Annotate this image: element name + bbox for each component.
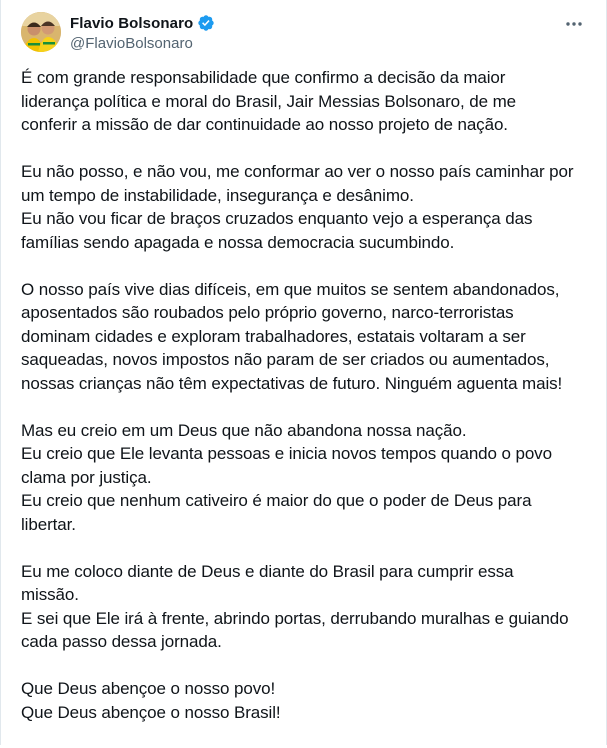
tweet-line: Eu creio que Ele levanta pessoas e inicia novos tempos quando o povo bbox=[21, 444, 552, 463]
tweet-paragraph bbox=[21, 278, 596, 396]
tweet-line: missão. bbox=[21, 585, 79, 604]
tweet-line: saqueadas, novos impostos não param de ser criados ou aumentados, bbox=[21, 350, 550, 369]
tweet-line: É com grande responsabilidade que confirmo a decisão da maior bbox=[21, 68, 506, 87]
tweet-line: famílias sendo apagada e nossa democracia sucumbindo. bbox=[21, 232, 455, 252]
avatar[interactable] bbox=[21, 12, 61, 52]
tweet-paragraph bbox=[21, 66, 596, 137]
avatar-image bbox=[21, 12, 61, 52]
tweet-line: conferir a missão de dar continuidade ao nosso projeto de nação. bbox=[21, 115, 508, 134]
author-identity bbox=[70, 13, 215, 54]
verified-badge-icon bbox=[197, 14, 215, 32]
tweet-paragraph bbox=[21, 419, 596, 537]
tweet-line: aposentados são roubados pelo próprio governo, narco-terroristas bbox=[21, 303, 514, 322]
tweet-line: Que Deus abençoe o nosso povo! bbox=[21, 679, 276, 698]
tweet-line: Mas eu creio em um Deus que não abandona nossa nação. bbox=[21, 420, 467, 440]
more-options-button[interactable] bbox=[562, 14, 586, 34]
tweet-line: O nosso país vive dias difíceis, em que muitos se sentem abandonados, bbox=[21, 279, 560, 299]
tweet-line: um tempo de instabilidade, insegurança e desânimo. bbox=[21, 185, 414, 205]
tweet-line: Eu creio que nenhum cativeiro é maior do que o poder de Deus para bbox=[21, 491, 532, 510]
tweet-line: clama por justiça. bbox=[21, 467, 152, 487]
tweet-line: dominam cidades e exploram trabalhadores, estatais voltaram a ser bbox=[21, 326, 526, 346]
tweet-paragraph bbox=[21, 560, 596, 654]
tweet-line: Eu não posso, e não vou, me conformar ao ver o nosso país caminhar por bbox=[21, 162, 574, 181]
tweet-paragraph bbox=[21, 160, 596, 254]
tweet-text bbox=[21, 66, 596, 748]
tweet-line: liderança política e moral do Brasil, Jair Messias Bolsonaro, de me bbox=[21, 91, 517, 111]
author-display-name[interactable]: Flavio Bolsonaro bbox=[70, 14, 194, 32]
tweet-line: Que Deus abençoe o nosso Brasil! bbox=[21, 702, 281, 722]
tweet-paragraph bbox=[21, 677, 596, 724]
tweet-line: E sei que Ele irá à frente, abrindo portas, derrubando muralhas e guiando bbox=[21, 608, 569, 628]
tweet-header bbox=[21, 12, 590, 56]
tweet-line: nossas crianças não têm expectativas de futuro. Ninguém aguenta mais! bbox=[21, 373, 563, 393]
tweet-line: cada passo dessa jornada. bbox=[21, 632, 222, 651]
more-horizontal-icon bbox=[565, 21, 583, 27]
tweet-line: libertar. bbox=[21, 514, 76, 534]
tweet-line: Eu não vou ficar de braços cruzados enquanto vejo a esperança das bbox=[21, 209, 533, 228]
author-handle[interactable]: @FlavioBolsonaro bbox=[70, 35, 193, 52]
tweet-line: Eu me coloco diante de Deus e diante do Brasil para cumprir essa bbox=[21, 561, 514, 581]
author-name-row bbox=[70, 13, 215, 33]
